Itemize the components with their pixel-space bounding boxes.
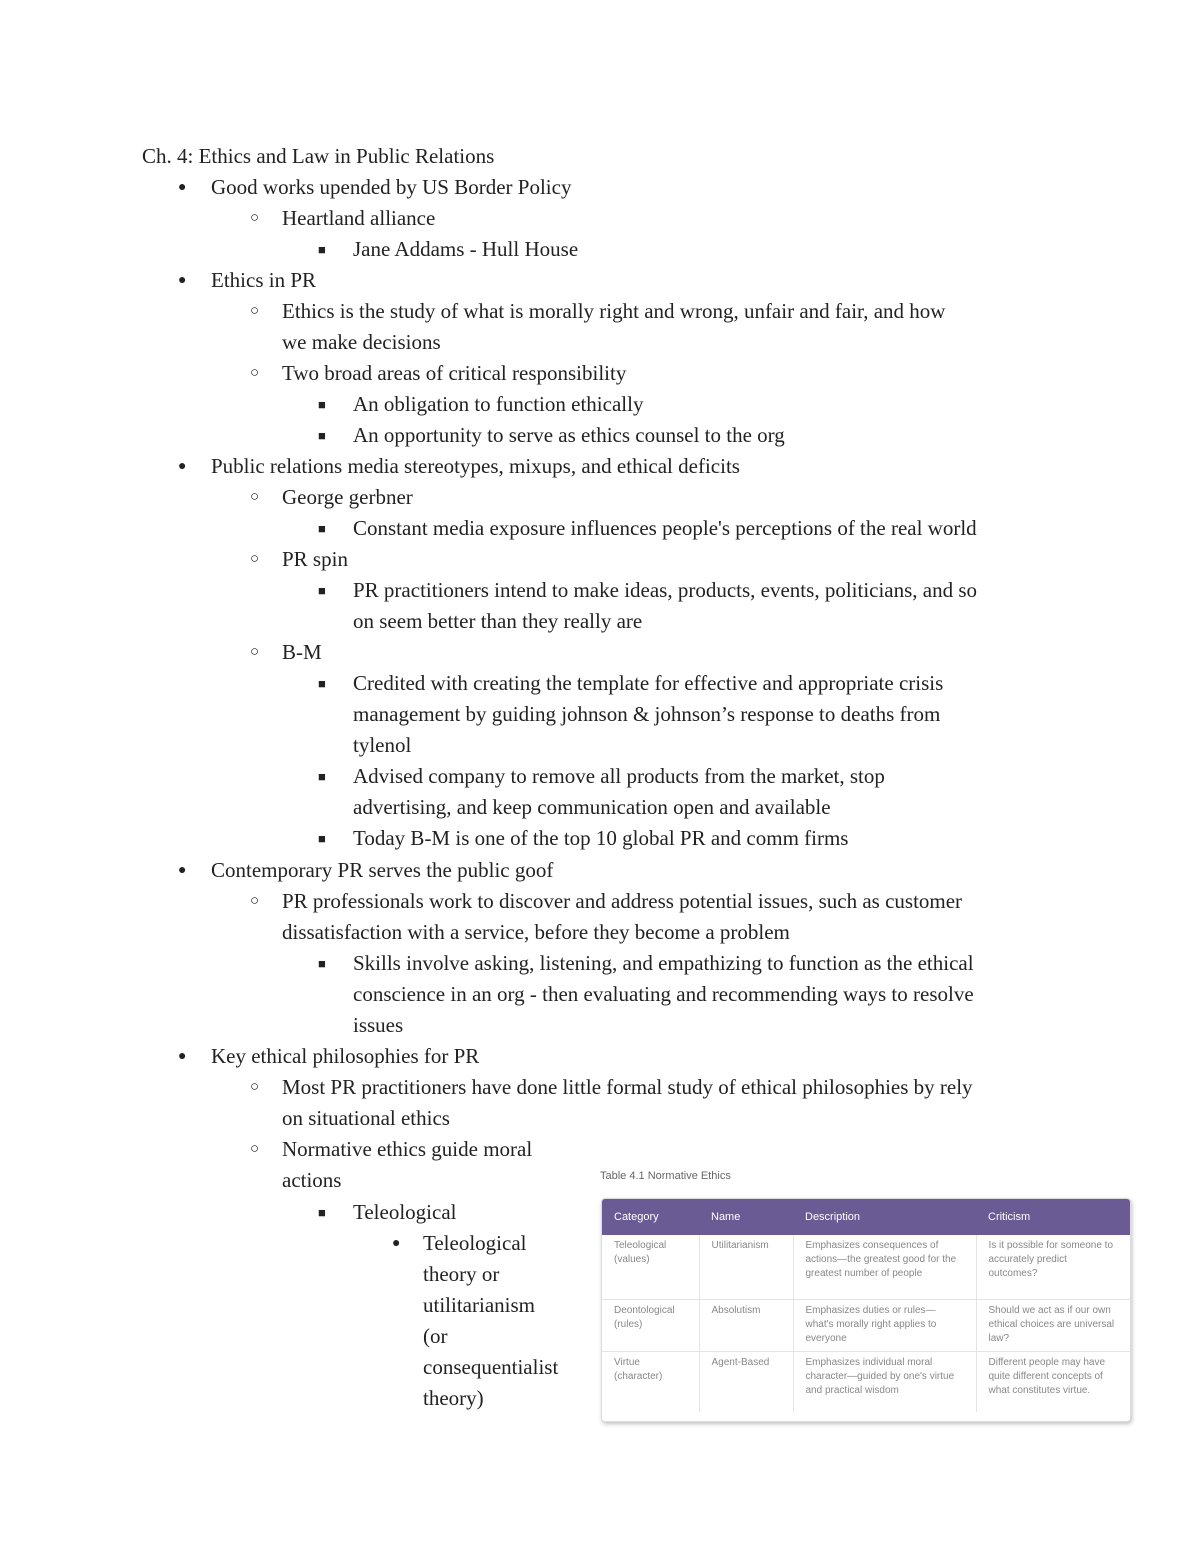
list-item: ■ Advised company to remove all products from the market, stop <box>0 761 1200 792</box>
table-cell: Emphasizes individual moral character—guided by one's virtue and practical wisdom <box>793 1352 976 1413</box>
table-cell: Agent-Based <box>699 1352 793 1413</box>
bullet-circle-icon: ○ <box>250 303 260 319</box>
list-item: ○ Two broad areas of critical responsibility <box>0 358 1200 389</box>
list-item: ● Key ethical philosophies for PR <box>0 1041 1200 1072</box>
list-item: ○ Heartland alliance <box>0 203 1200 234</box>
table-caption: Table 4.1 Normative Ethics <box>600 1170 731 1182</box>
table-cell: Emphasizes consequences of actions—the greatest good for the greatest number of people <box>793 1235 976 1300</box>
list-item-continuation: tylenol <box>353 733 412 757</box>
bullet-circle-icon: ○ <box>250 365 260 381</box>
list-item-continuation: on seem better than they really are <box>353 609 643 633</box>
list-item: ■ Credited with creating the template for effective and appropriate crisis <box>0 668 1200 699</box>
list-item-continuation: utilitarianism <box>423 1293 535 1317</box>
list-item: ■ An obligation to function ethically <box>0 389 1200 420</box>
list-item-continuation: on situational ethics <box>282 1106 450 1130</box>
bullet-square-icon: ■ <box>318 521 326 536</box>
list-item: ○ George gerbner <box>0 482 1200 513</box>
list-item-continuation: conscience in an org - then evaluating and recommending ways to resolve <box>353 982 974 1006</box>
bullet-square-icon: ■ <box>318 242 326 257</box>
bullet-circle-icon: ○ <box>250 1079 260 1095</box>
table-cell: Absolutism <box>699 1300 793 1352</box>
table-row <box>602 1300 1130 1352</box>
list-item-continuation: advertising, and keep communication open and available <box>353 795 831 819</box>
list-item-continuation: (or <box>423 1324 448 1348</box>
table-header-cell: Criticism <box>976 1199 1130 1235</box>
list-item: ■ Teleological <box>0 1197 1200 1228</box>
list-item: ○ B-M <box>0 637 1200 668</box>
table-header-cell: Category <box>602 1199 699 1235</box>
list-item-continuation: theory or <box>423 1262 500 1286</box>
bullet-disc-icon: ● <box>178 863 187 878</box>
list-item-continuation: we make decisions <box>282 330 441 354</box>
list-item: ■ Constant media exposure influences people's perceptions of the real world <box>0 513 1200 544</box>
list-item: ○ Most PR practitioners have done little formal study of ethical philosophies by rely <box>0 1072 1200 1103</box>
table-header-row <box>602 1199 1130 1235</box>
bullet-disc-icon: ● <box>178 459 187 474</box>
bullet-square-icon: ■ <box>318 956 326 971</box>
list-item: ● Public relations media stereotypes, mixups, and ethical deficits <box>0 451 1200 482</box>
table-cell: Emphasizes duties or rules—what's morally right applies to everyone <box>793 1300 976 1352</box>
list-item-continuation: theory) <box>423 1386 484 1410</box>
bullet-square-icon: ■ <box>318 1205 326 1220</box>
list-item-continuation: management by guiding johnson & johnson’s response to deaths from <box>353 702 941 726</box>
list-item: ● Good works upended by US Border Policy <box>0 172 1200 203</box>
table-header-cell: Description <box>793 1199 976 1235</box>
list-item: ■ PR practitioners intend to make ideas, products, events, politicians, and so <box>0 575 1200 606</box>
bullet-square-icon: ■ <box>318 397 326 412</box>
table-row <box>602 1352 1130 1413</box>
list-item: ■ Skills involve asking, listening, and empathizing to function as the ethical <box>0 948 1200 979</box>
bullet-circle-icon: ○ <box>250 210 260 226</box>
list-item: ● Contemporary PR serves the public goof <box>0 855 1200 886</box>
list-item-continuation: consequentialist <box>423 1355 559 1379</box>
table-header-cell: Name <box>699 1199 793 1235</box>
bullet-circle-icon: ○ <box>250 893 260 909</box>
bullet-square-icon: ■ <box>318 831 326 846</box>
bullet-disc-icon: ● <box>392 1236 401 1251</box>
list-item: ○ PR spin <box>0 544 1200 575</box>
list-item: ● Ethics in PR <box>0 265 1200 296</box>
list-item: ● Teleological <box>0 1228 1200 1259</box>
table-cell: Deontological (rules) <box>602 1300 699 1352</box>
bullet-square-icon: ■ <box>318 676 326 691</box>
table-cell: Different people may have quite different concepts of what constitutes virtue. <box>988 1357 1106 1396</box>
bullet-disc-icon: ● <box>178 1049 187 1064</box>
list-item-continuation: issues <box>353 1013 404 1037</box>
bullet-square-icon: ■ <box>318 428 326 443</box>
table-cell: Utilitarianism <box>699 1235 793 1300</box>
bullet-disc-icon: ● <box>178 273 187 288</box>
bullet-circle-icon: ○ <box>250 1141 260 1157</box>
table-cell: Virtue (character) <box>602 1352 699 1413</box>
normative-ethics-table <box>601 1198 1131 1422</box>
table-cell: Should we act as if our own ethical choices are universal law? <box>976 1300 1130 1352</box>
normative-ethics-table-image <box>597 1170 1137 1423</box>
list-item-continuation: dissatisfaction with a service, before they become a problem <box>282 920 790 944</box>
list-item: ○ Ethics is the study of what is morally right and wrong, unfair and fair, and how <box>0 296 1200 327</box>
bullet-square-icon: ■ <box>318 769 326 784</box>
list-item: ○ PR professionals work to discover and address potential issues, such as customer <box>0 886 1200 917</box>
table-cell: Is it possible for someone to accurately predict outcomes? <box>976 1235 1130 1300</box>
page-title: Ch. 4: Ethics and Law in Public Relations <box>142 144 495 168</box>
bullet-circle-icon: ○ <box>250 489 260 505</box>
list-item: ■ An opportunity to serve as ethics counsel to the org <box>0 420 1200 451</box>
list-item: ■ Today B-M is one of the top 10 global PR and comm firms <box>0 823 1200 854</box>
table-cell: Teleological (values) <box>602 1235 699 1300</box>
table-row <box>602 1235 1130 1300</box>
bullet-square-icon: ■ <box>318 583 326 598</box>
bullet-disc-icon: ● <box>178 180 187 195</box>
bullet-circle-icon: ○ <box>250 551 260 567</box>
bullet-circle-icon: ○ <box>250 644 260 660</box>
list-item-continuation: actions <box>282 1168 342 1192</box>
list-item: ○ Normative ethics guide moral <box>0 1134 1200 1165</box>
list-item: ■ Jane Addams - Hull House <box>0 234 1200 265</box>
